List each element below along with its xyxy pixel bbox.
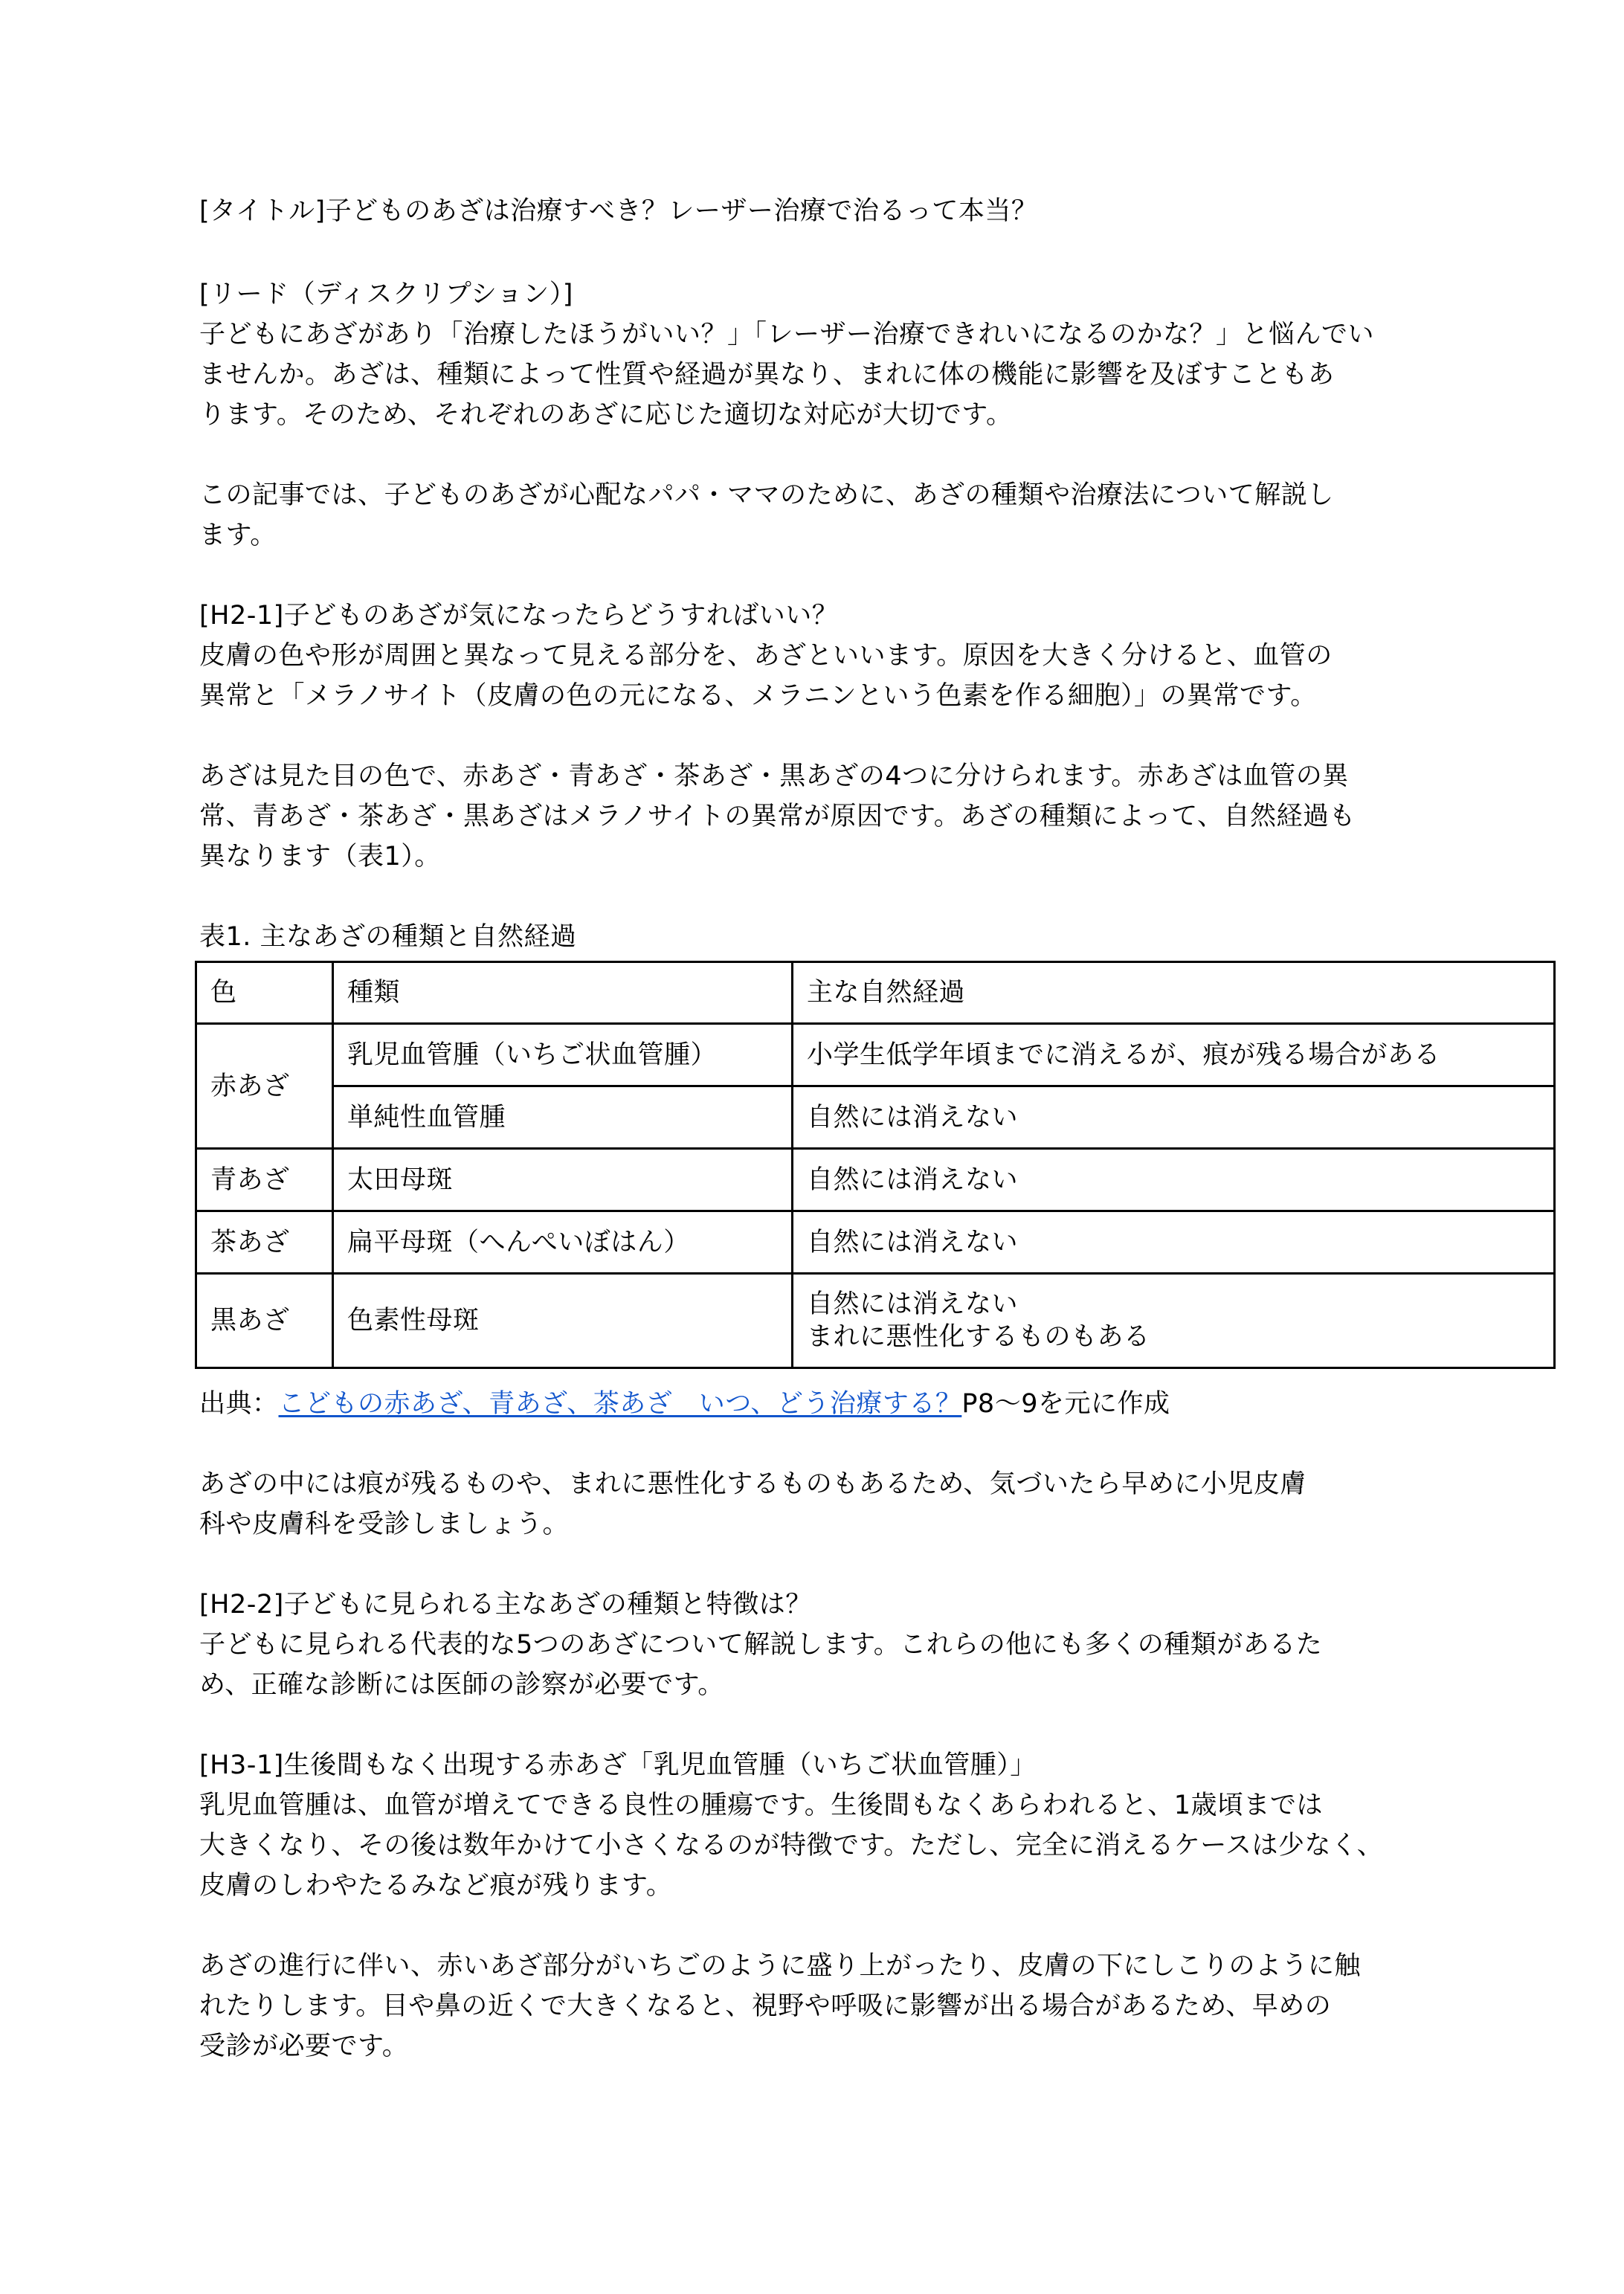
table-row	[196, 1211, 1555, 1274]
cell-color: 黒あざ	[196, 1274, 333, 1368]
h2-1-para2-line2: 常、青あざ・茶あざ・黒あざはメラノサイトの異常が原因です。あざの種類によって、自然経過も	[199, 802, 1356, 831]
cell-course	[793, 1274, 1555, 1368]
h2-2-heading: [H2-2]子どもに見られる主なあざの種類と特徴は？	[199, 1590, 812, 1620]
cell-type: 太田母斑	[333, 1149, 793, 1211]
cell-type: 色素性母斑	[333, 1274, 793, 1368]
h3-1-para2-line2: れたりします。目や鼻の近くで大きくなると、視野や呼吸に影響が出る場合があるため、早めの	[199, 1991, 1332, 2021]
birthmark-table	[195, 961, 1556, 1369]
h2-1-heading: [H2-1]子どものあざが気になったらどうすればいい？	[199, 601, 839, 631]
header-cell-course: 主な自然経過	[793, 962, 1555, 1024]
h3-1-heading: [H3-1]生後間もなく出現する赤あざ「乳児血管腫（いちご状血管腫）」	[199, 1750, 1037, 1780]
h2-2-para1-line1: 子どもに見られる代表的な5つのあざについて解説します。これらの他にも多くの種類があるた	[199, 1630, 1323, 1660]
header-cell-color: 色	[196, 962, 333, 1024]
h3-1-para2-line1: あざの進行に伴い、赤いあざ部分がいちごのように盛り上がったり、皮膚の下にしこりのように触	[199, 1951, 1362, 1981]
lead-para1-line3: ります。そのため、それぞれのあざに応じた適切な対応が大切です。	[199, 400, 1013, 430]
cell-course: 自然には消えない	[793, 1086, 1555, 1149]
h3-1-para1-line3: 皮膚のしわやたるみなど痕が残ります。	[199, 1871, 673, 1901]
table-row	[196, 1149, 1555, 1211]
table-row	[196, 1024, 1555, 1086]
h3-1-para1-line1: 乳児血管腫は、血管が増えてできる良性の腫瘍です。生後間もなくあらわれると、1歳頃までは	[199, 1791, 1323, 1820]
source-prefix: 出典：	[199, 1389, 279, 1419]
cell-type: 扁平母斑（へんぺいぼはん）	[333, 1211, 793, 1274]
title-line: [タイトル]子どものあざは治療すべき？レーザー治療で治るって本当？	[199, 196, 1038, 226]
cell-color: 青あざ	[196, 1149, 333, 1211]
lead-para1-line2: ませんか。あざは、種類によって性質や経過が異なり、まれに体の機能に影響を及ぼすこともあ	[199, 360, 1335, 390]
table-row	[196, 1086, 1555, 1149]
table-row	[196, 1274, 1555, 1368]
lead-para1-line1: 子どもにあざがあり「治療したほうがいい？」「レーザー治療できれいになるのかな？」と悩んでい	[199, 320, 1375, 349]
table-source	[199, 1385, 1170, 1423]
source-link[interactable]: こどもの赤あざ、青あざ、茶あざ いつ、どう治療する？	[278, 1389, 962, 1419]
cell-course: 小学生低学年頃までに消えるが、痕が残る場合がある	[793, 1024, 1555, 1086]
table-header-row	[196, 962, 1555, 1024]
cell-course: 自然には消えない	[793, 1211, 1555, 1274]
h2-1-para2-line3: 異なります（表1）。	[199, 842, 441, 871]
h2-1-para3-line2: 科や皮膚科を受診しましょう。	[199, 1510, 570, 1539]
h2-1-para1-line2: 異常と「メラノサイト（皮膚の色の元になる、メラニンという色素を作る細胞）」の異常です。	[199, 681, 1317, 711]
h2-1-para3-line1: あざの中には痕が残るものや、まれに悪性化するものもあるため、気づいたら早めに小児皮膚	[199, 1469, 1306, 1499]
cell-course: 自然には消えない	[793, 1149, 1555, 1211]
cell-type: 単純性血管腫	[333, 1086, 793, 1149]
h2-1-para1-line1: 皮膚の色や形が周囲と異なって見える部分を、あざといいます。原因を大きく分けると、血管の	[199, 641, 1333, 671]
lead-para2-line2: ます。	[199, 521, 277, 550]
h2-2-para1-line2: め、正確な診断には医師の診察が必要です。	[199, 1670, 724, 1700]
lead-label: [リード（ディスクリプション）]	[199, 280, 573, 309]
h3-1-para2-line3: 受診が必要です。	[199, 2032, 409, 2061]
cell-type: 乳児血管腫（いちご状血管腫）	[333, 1024, 793, 1086]
cell-color: 赤あざ	[196, 1024, 333, 1149]
cell-color: 茶あざ	[196, 1211, 333, 1274]
cell-course-line2: まれに悪性化するものもある	[807, 1322, 1150, 1352]
source-suffix: P8〜9を元に作成	[961, 1389, 1170, 1419]
header-cell-type: 種類	[333, 962, 793, 1024]
lead-para2-line1: この記事では、子どものあざが心配なパパ・ママのために、あざの種類や治療法について解説し	[199, 480, 1334, 510]
h2-1-para2-line1: あざは見た目の色で、赤あざ・青あざ・茶あざ・黒あざの4つに分けられます。赤あざは血管の異	[199, 761, 1349, 791]
cell-course-line1: 自然には消えない	[807, 1289, 1019, 1319]
table-caption: 表1. 主なあざの種類と自然経過	[199, 922, 577, 952]
h3-1-para1-line2: 大きくなり、その後は数年かけて小さくなるのが特徴です。ただし、完全に消えるケースは少なく、	[199, 1831, 1384, 1860]
